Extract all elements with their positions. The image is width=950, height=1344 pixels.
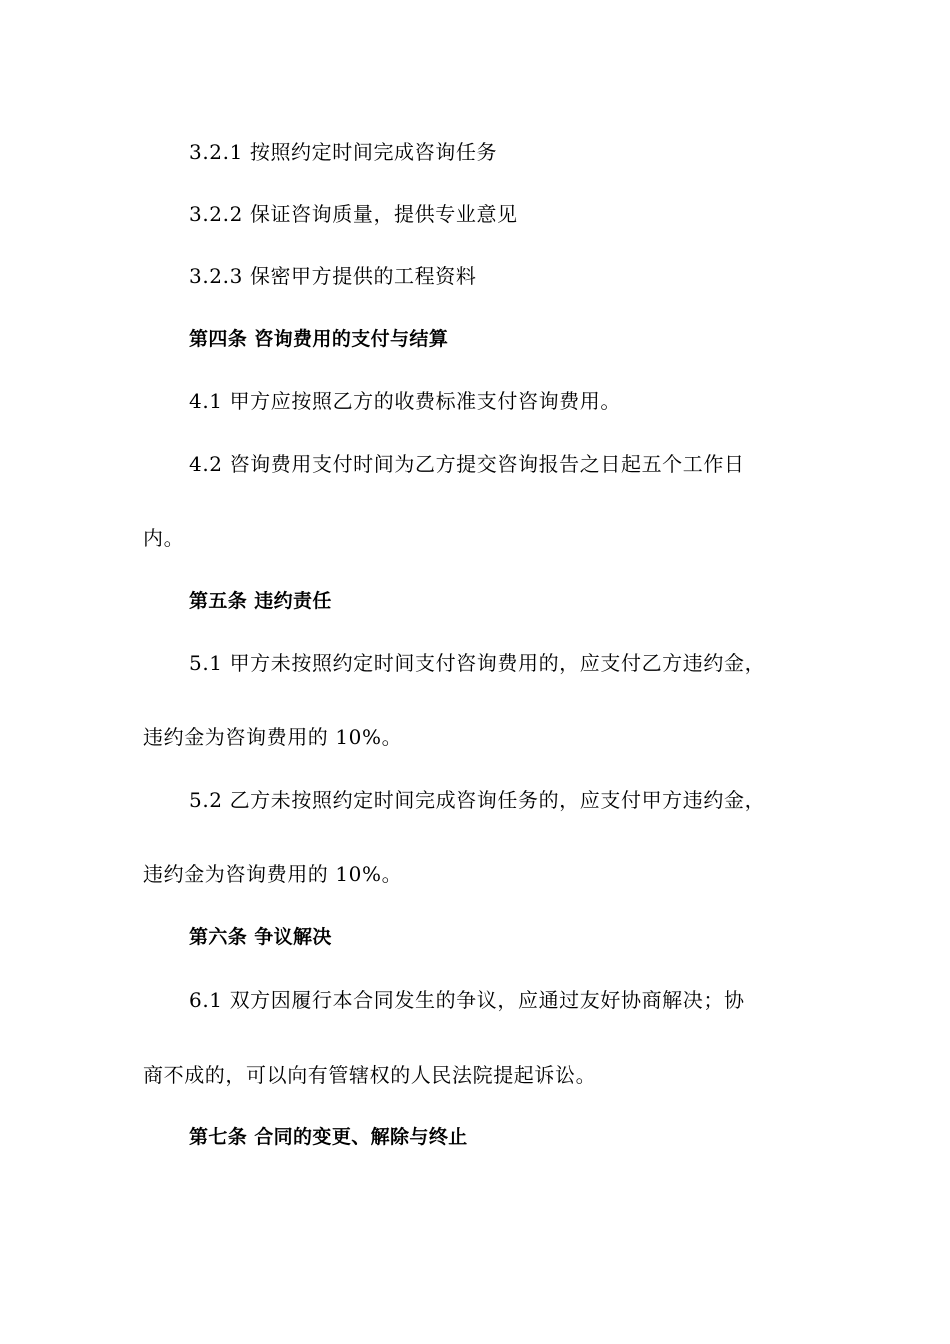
clause-4-2-line-2: 内。 xyxy=(143,526,185,550)
clause-6-1-line-2: 商不成的，可以向有管辖权的人民法院提起诉讼。 xyxy=(143,1063,597,1087)
clause-4-1: 4.1 甲方应按照乙方的收费标准支付咨询费用。 xyxy=(189,389,621,413)
clause-4-2-line-1: 4.2 咨询费用支付时间为乙方提交咨询报告之日起五个工作日 xyxy=(189,452,745,476)
clause-5-1-line-2: 违约金为咨询费用的 10%。 xyxy=(143,725,403,749)
clause-3-2-1: 3.2.1 按照约定时间完成咨询任务 xyxy=(189,140,498,164)
article-6-heading: 第六条 争议解决 xyxy=(189,926,332,948)
clause-5-1-line-1: 5.1 甲方未按照约定时间支付咨询费用的，应支付乙方违约金， xyxy=(189,651,766,675)
article-5-heading: 第五条 违约责任 xyxy=(189,590,332,612)
article-4-heading: 第四条 咨询费用的支付与结算 xyxy=(189,328,449,350)
article-7-heading: 第七条 合同的变更、解除与终止 xyxy=(189,1126,468,1148)
clause-3-2-2: 3.2.2 保证咨询质量，提供专业意见 xyxy=(189,202,518,226)
clause-3-2-3: 3.2.3 保密甲方提供的工程资料 xyxy=(189,264,477,288)
clause-5-2-line-1: 5.2 乙方未按照约定时间完成咨询任务的，应支付甲方违约金， xyxy=(189,788,766,812)
clause-6-1-line-1: 6.1 双方因履行本合同发生的争议，应通过友好协商解决；协 xyxy=(189,988,745,1012)
clause-5-2-line-2: 违约金为咨询费用的 10%。 xyxy=(143,862,403,886)
